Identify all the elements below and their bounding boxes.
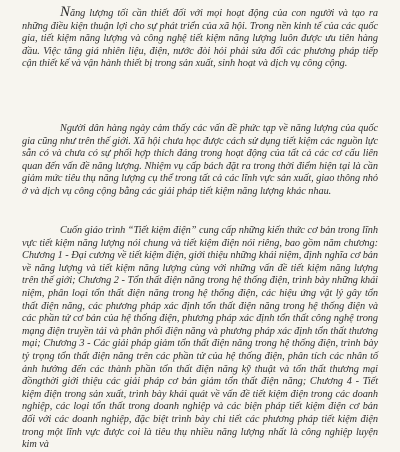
paragraph-2-text: Người dân hàng ngày cảm thấy các vấn đề phức tạp về năng lượng của quốc gia cũng như trên thế giới. Xã hội chưa học được cách sử dụng tiết kiệm các nguồn lực sẵn có và chưa có sự phối hợp thích đáng trong hoạt động của tất cả các cơ cấu liên quan đến vấn đề năng lượng. Nhiệm vụ cấp bách đặt ra trong thời điểm hiện tại là cần giảm mức tiêu thụ năng lượng cụ thể trong tất cả các lĩnh vực sản xuất, giao thông nhỏ ở và dịch vụ công cộng bằng các giải pháp tiết kiệm năng lượng khác nhau. [22, 123, 378, 197]
drop-letter: N [60, 4, 70, 20]
paragraph-3 [22, 225, 378, 452]
paragraph-1 [22, 6, 378, 71]
paragraph-1-text: ăng lượng tối cần thiết đối với mọi hoạt động của con người và tạo ra những điều kiện thuận lợi cho sự phát triển của xã hội. Trong nền kinh tế của các quốc gia, tiết kiệm năng lượng và công nghệ tiết kiệm năng lượng luôn được ưu tiên hàng đầu. Việc tăng giá nhiên liệu, điện, nước đòi hỏi phải sửa đổi các phương pháp tiếp cận thiết kế và vận hành thiết bị trong sản xuất, sinh hoạt và dịch vụ công cộng. [22, 8, 378, 70]
paragraph-2 [22, 123, 378, 199]
paragraph-3-text: Cuốn giáo trình “Tiết kiệm điện” cung cấp những kiến thức cơ bản trong lĩnh vực tiết kiệm năng lượng nói chung và tiết kiệm điện nói riêng, bao gồm năm chương: Chương 1 - Đại cương về tiết kiệm điện, giới thiệu những khái niệm, định nghĩa cơ bản về năng lượng và tiết kiệm năng lượng cùng với những vấn đề tiết kiệm năng lượng trên thế giới; Chương 2 - Tổn thất điện năng trong hệ thống điện, trình bày những khái niệm, phân loại tổn thất điện năng trong hệ thống điện, các hiệu ứng vật lý gây tổn thất điện năng, các phương pháp xác định tổn thất điện năng trong hệ thống điện và các phần tử cơ bản của hệ thống điện, phương pháp xác định tổn thất công nghệ trong mạng điện truyền tải và phân phối điện năng và phương pháp xác định tổn thất thương mại; Chương 3 - Các giải pháp giảm tổn thất điện năng trong hệ thống điện, trình bày tỷ trọng tổn thất điện năng trên các phần tử của hệ thống điện, phân tích các nhân tố ảnh hưởng đến các thành phần tổn thất điện năng kỹ thuật và tổn thất thương mại đồngthời giới thiệu các giải pháp cơ bản giảm tổn thất điện năng; Chương 4 - Tiết kiệm điện trong sản xuất, trình bày khái quát về vấn đề tiết kiệm điện trong các doanh nghiệp, các loại tổn thất trong doanh nghiệp và các biện pháp tiết kiệm điện cơ bản đối với các doanh nghiệp, đặc biệt trình bày chi tiết các phương pháp tiết kiệm điện trong một lĩnh vực được coi là tiêu thụ nhiều năng lượng nhất là công nghiệp luyện kim và [22, 225, 378, 451]
